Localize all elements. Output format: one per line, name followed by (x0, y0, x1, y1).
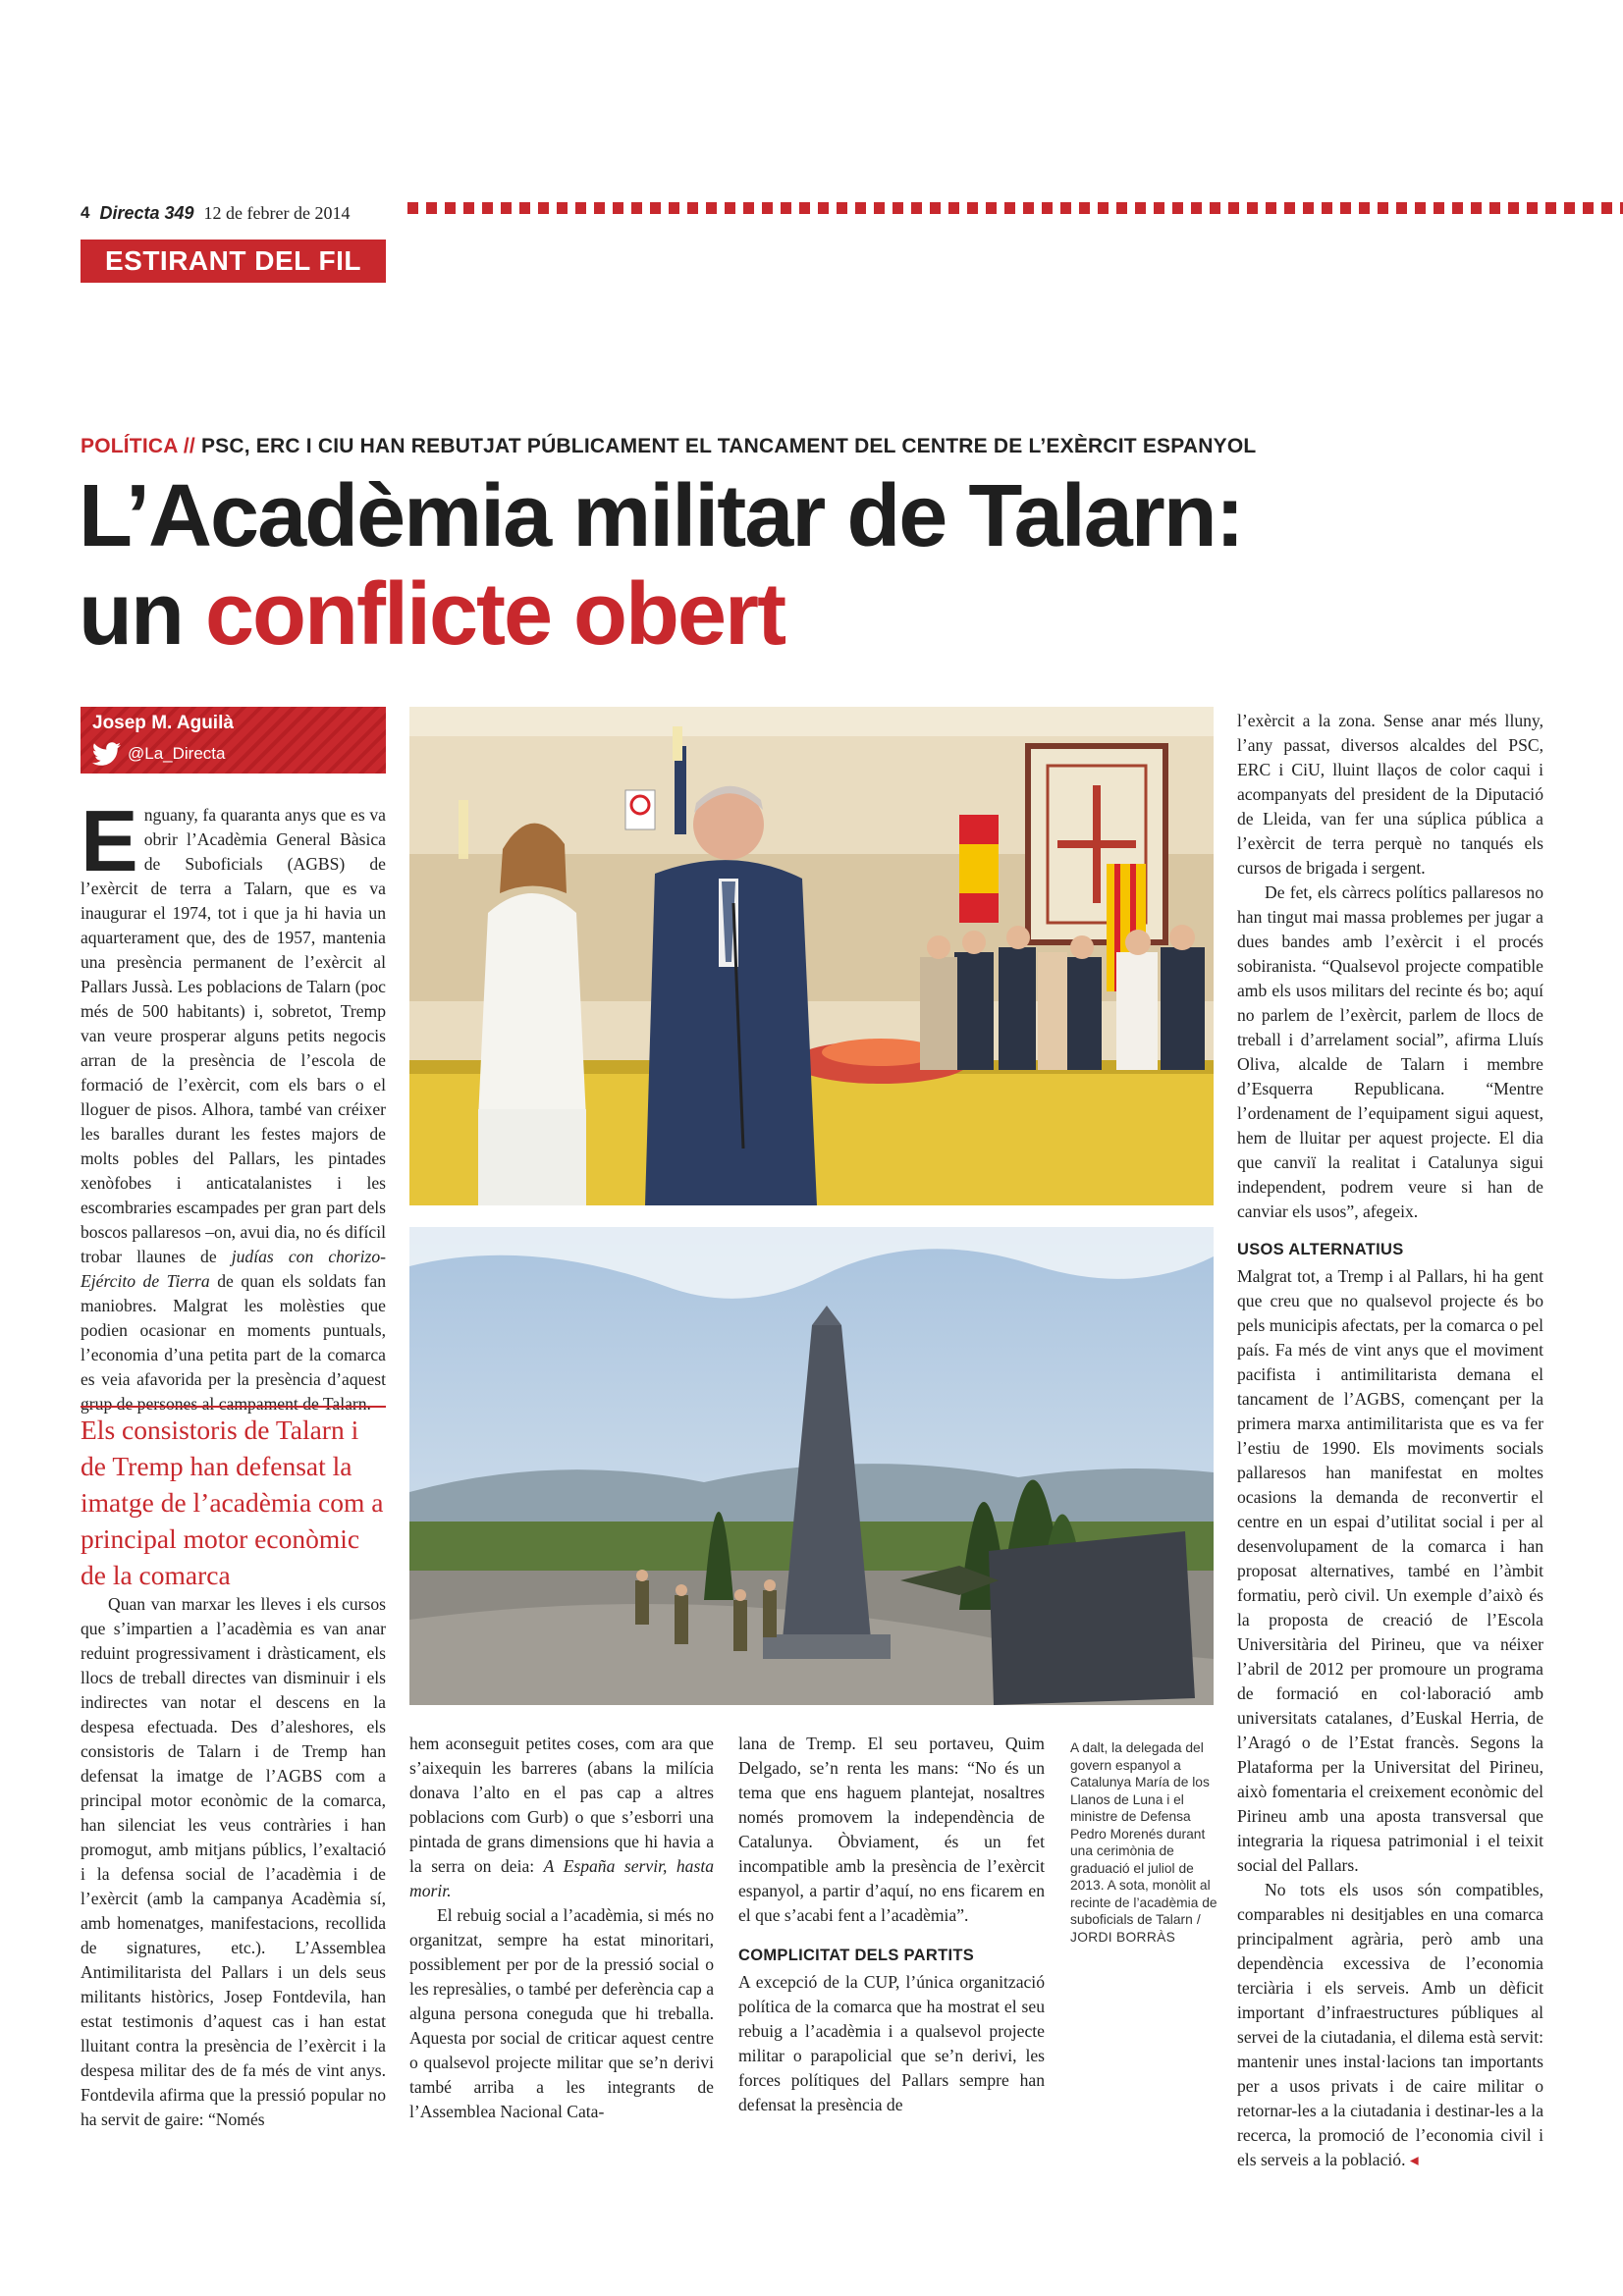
article-column-1 (81, 792, 386, 1416)
article-column-1b (81, 1592, 386, 2132)
drop-cap: E (81, 792, 138, 889)
article-paragraph-3-cont: lana de Tremp. El seu portaveu, Quim Delgado, se’n renta les mans: “No és un tema que ens haguem plantejat, nosaltres només promovem la independència de Catalunya. Òbviament, és un fet incompatible amb la presència de l’exèrcit espanyol, a partir d’aquí, no ens ficarem en el que s’acabi fent a l’acadèmia”. (738, 1734, 1045, 1925)
photo-caption (1070, 1739, 1222, 1946)
headline-line2-plain: un (79, 565, 205, 664)
photo-monolith (409, 1227, 1214, 1705)
article-column-2 (409, 1732, 714, 2124)
article-paragraph-2-italic: A España servir, hasta morir. (409, 1856, 714, 1900)
brand-name: Directa 349 (99, 202, 194, 223)
section-label: ESTIRANT DEL FIL (81, 240, 386, 283)
photo-monolith-image (409, 1227, 1214, 1705)
subhead-usos: USOS ALTERNATIUS (1237, 1241, 1404, 1258)
twitter-handle-row[interactable] (92, 742, 225, 766)
article-paragraph-3: El rebuig social a l’acadèmia, si més no organitzat, sempre ha estat minoritari, possiblement per por de la pressió social o les represàlies, o també per deferència cap a alguna persona coneguda que hi treballa. Aquesta por social de criticar aquest centre o qualsevol projecte militar que se’n derivi també arriba a les integrants de l’Assemblea Nacional Cata- (409, 1905, 714, 2121)
header-dash-rule (407, 202, 1623, 214)
article-intro: nguany, fa quaranta anys que es va obrir l’Acadèmia General Bàsica de Suboficials (AGBS) de l’exèrcit de terra a Talarn, que es va inaugurar el 1974, tot i que ja hi havia un aquarterament que, des de 1957, mantenia una presència permanent de l’exèrcit al Pallars Jussà. Les poblacions de Talarn (poc més de 500 habitants) i, sobretot, Tremp van veure prosperar alguns petits negocis arran de la presència de l’escola de formació de l’exèrcit, com els bars o el lloguer de pisos. Alhora, també van créixer les baralles durant les festes majors de molts pobles del Pallars, les pintades xenòfobes i anticatalanistes i les escombraries escampades per gran part dels boscos pallaresos –on, avui dia, no és difícil trobar llaunes de (81, 805, 386, 1266)
kicker-text: PSC, ERC I CIU HAN REBUTJAT PÚBLICAMENT EL TANCAMENT DEL CENTRE DE L’EXÈRCIT ESPANYOL (194, 435, 1257, 457)
pull-quote: Els consistoris de Talarn i de Tremp han defensat la imatge de l’acadèmia com a principal motor econòmic de la comarca (81, 1406, 386, 1593)
twitter-bird-icon (92, 742, 122, 766)
issue-date: 12 de febrer de 2014 (203, 202, 351, 223)
twitter-handle: @La_Directa (128, 744, 226, 763)
headline-line2 (79, 565, 1243, 664)
headline (79, 467, 1243, 664)
article-paragraph-4-cont: l’exèrcit a la zona. Sense anar més lluny, l’any passat, diversos alcaldes del PSC, ERC i CiU, lluint llaços de color caqui i acompanyats del president de la Diputació de Lleida, van fer una súplica pública a l’exèrcit de terra perquè no tanqués els cursos de brigada i sergent. (1237, 711, 1543, 878)
headline-line1: L’Acadèmia militar de Talarn: (79, 467, 1243, 565)
byline-box (81, 707, 386, 774)
photo-credit: / JORDI BORRÀS (1070, 1912, 1202, 1945)
article-intro-end: de quan els soldats fan maniobres. Malgrat les molèsties que podien ocasionar en moments puntuals, l’economia d’una petita part de la comarca es veia afavorida per la presència d’aquest grup de persones al campament de Talarn. (81, 1271, 386, 1414)
page-header (81, 201, 351, 225)
article-paragraph-2: Quan van marxar les lleves i els cursos que s’impartien a l’acadèmia es van anar reduint progressivament i dràsticament, els llocs de treball directes van disminuir i els indirectes van notar el descens en la despesa efectuada. Des d’aleshores, els consistoris de Talarn i de Tremp han defensat la imatge de l’AGBS com a principal motor econòmic de la comarca, han silenciat les veus contràries i han promogut, amb mitjans públics, l’exaltació i la defensa social de l’acadèmia i de l’exèrcit (amb la campanya Acadèmia sí, amb homenatges, manifestacions, recollida de signatures, etc.). L’Assemblea Antimilitarista del Pallars i un dels seus militants històrics, Josep Fontdevila, han estat testimonis d’aquest cas i han estat lluitant contra la presència de l’exèrcit i la despesa militar des de fa més de vint anys. Fontdevila afirma que la pressió popular no ha servit de gaire: “Només (81, 1594, 386, 2129)
article-paragraph-5: De fet, els càrrecs polítics pallaresos no han tingut mai massa problemes per jugar a dues bandes amb l’exèrcit i el procés sobiranista. “Qualsevol projecte compatible amb els usos militars del recinte és bo; aquí no parlem de l’exèrcit, parlem de llocs de treball i d’arrelament social”, afirma Lluís Oliva, alcalde de Talarn i membre d’Esquerra Republicana. “Mentre l’ordenament de l’equipament sigui aquest, hem de lluitar per aquest projecte. El dia que canviï la realitat i Catalunya sigui independent, podrem veure si han de canviar els usos”, afegeix. (1237, 882, 1543, 1221)
end-mark-icon: ◂ (1409, 2150, 1419, 2169)
kicker-category: POLÍTICA // (81, 435, 195, 457)
photo-ceremony (409, 707, 1214, 1205)
subhead-complicitat: COMPLICITAT DELS PARTITS (738, 1947, 975, 1964)
article-column-4 (1237, 709, 1543, 2172)
article-paragraph-6: Malgrat tot, a Tremp i al Pallars, hi ha gent que creu que no qualsevol projecte és bo pels municipis afectats, per la comarca o pel país. Fa més de vint anys que el moviment pacifista i antimilitarista demana el tancament de l’AGBS, començant per la primera marxa antimilitarista que es va fer l’estiu de 1990. Els moviments socials pallaresos han manifestat en moltes ocasions la demanda de reconvertir el centre en un espai d’utilitat social i per al desenvolupament de la comarca i han proposat alternatives, també en l’àmbit formatiu, però civil. Un exemple d’això és la proposta de creació de l’Escola Universitària del Pirineu, que va néixer l’abril de 2012 per promoure un programa de formació en col·laboració amb universitats catalanes, d’Euskal Herria, de l’Aragó o de l’Estat francès. Segons la Plataforma per la Universitat del Pirineu, això fomentaria el creixement econòmic del Pirineu amb una aposta transversal que integraria la riquesa patrimonial i el teixit social del Pallars. (1237, 1266, 1543, 1875)
author-name: Josep M. Aguilà (92, 713, 234, 733)
article-column-3 (738, 1732, 1045, 2117)
article-paragraph-2-cont: hem aconseguit petites coses, com ara que s’aixequin les barreres (abans la milícia donava l’alto en el pas cap a altres poblacions com Gurb) o que s’esborri una pintada de grans dimensions que hi havia a la serra on deia: (409, 1734, 714, 1876)
photo-ceremony-image (409, 707, 1214, 1205)
article-paragraph-7: No tots els usos són compatibles, comparables ni desitjables en una comarca principalment agrària, però amb una dependència excessiva de l’economia terciària i els serveis. Amb un dèficit important d’infraestructures públiques al servei de la ciutadania, el dilema està servit: mantenir unes instal·lacions tan importants per a usos privats i de caire militar o retornar-les a la ciutadania i destinar-les a la recerca, la promoció de l’economia civil i els serveis a la població. (1237, 1880, 1543, 2169)
kicker (81, 435, 1256, 458)
caption-text: A dalt, la delegada del govern espanyol a Catalunya María de los Llanos de Luna i el ministre de Defensa Pedro Morenés durant una cerimònia de graduació el juliol de 2013. A sota, monòlit al recinte de l’acadèmia de suboficials de Talarn (1070, 1740, 1217, 1927)
article-paragraph-4: A excepció de la CUP, l’única organització política de la comarca que ha mostrat el seu rebuig a l’acadèmia i a qualsevol projecte militar o parapolicial que se’n derivi, les forces polítiques del Pallars sempre han defensat la presència de (738, 1972, 1045, 2114)
page-number: 4 (81, 203, 90, 222)
article-intro-italic: judías con chorizo-Ejército de Tierra (81, 1247, 386, 1291)
headline-line2-red: conflicte obert (204, 565, 785, 664)
